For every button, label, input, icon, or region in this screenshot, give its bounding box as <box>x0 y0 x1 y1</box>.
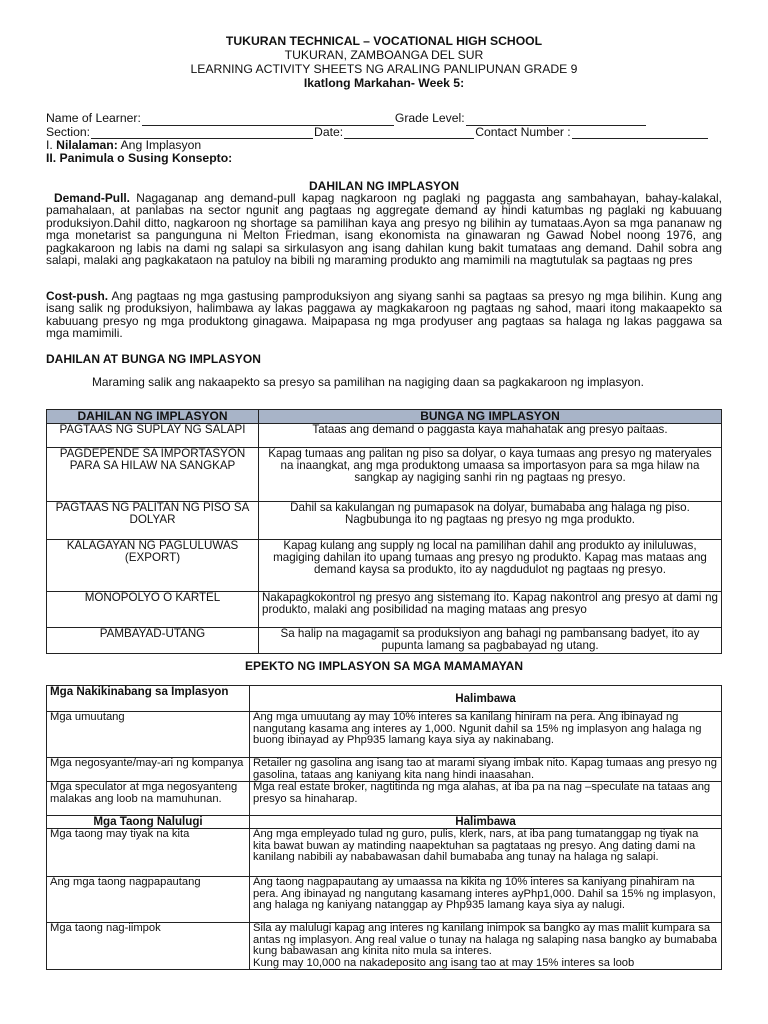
effect-cell: Dahil sa kakulangan ng pumapasok na dolyar, bumababa ang halaga ng piso. Nagbubunga ito ng pagtaas ng presyo ng mga produkto. <box>259 502 722 540</box>
cause-cell: PAGTAAS NG SUPLAY NG SALAPI <box>47 424 259 448</box>
example-text-continued: Kung may 10,000 na nakadeposito ang isang tao at may 15% interes sa loob <box>253 956 635 969</box>
effect-cell: Tataas ang demand o paggasta kaya mahahatak ang presyo paitaas. <box>259 424 722 448</box>
table1-header-cause: DAHILAN NG IMPLASYON <box>47 410 259 424</box>
table-row <box>47 540 722 592</box>
school-location: TUKURAN, ZAMBOANGA DEL SUR <box>284 48 484 62</box>
cause-cell: MONOPOLYO O KARTEL <box>47 592 259 628</box>
example-cell <box>250 923 722 970</box>
cost-push-text: Ang pagtaas ng mga gastusing pamproduksiyon ang siyang sanhi sa pagtaas sa presyo ng mga bilihin. Kung ang isang salik ng produksiyon, halimbawa ay lakas paggawa ay magkakaroon ng pagtaas ng sahod, maari itong makaapekto sa kabuuang presyo ng mga produktong ginagawa. Maipapasa ng mga prodyuser ang pagtaas sa halaga ng lakas paggawa sa mga mamimili. <box>46 289 722 341</box>
example-cell: Retailer ng gasolina ang isang tao at marami siyang imbak nito. Kapag tumaas ang presyo ng gasolina, tataas ang kaniyang kita nang hindi inaasahan. <box>250 758 722 782</box>
cause-cell: PAGTAAS NG PALITAN NG PISO SA DOLYAR <box>47 502 259 540</box>
learner-info <box>46 112 736 165</box>
grade-label: Grade Level: <box>394 111 465 125</box>
date-field[interactable] <box>344 127 474 139</box>
example-header-b: Halimbawa <box>250 816 722 829</box>
effect-cell: Kapag kulang ang supply ng local na pamilihan dahil ang produkto ay iniluluwas, magiging dahilan ito upang tumaas ang presyo ng produkto. Kapag mas mataas ang demand kaysa sa produkto, ito ay nagdudulot ng pagtaas ng presyo. <box>259 540 722 592</box>
example-text: Sila ay malulugi kapag ang interes ng kanilang inimpok sa bangko ay mas maliit kumpara sa antas ng implasyon. Ang real value o tunay na halaga ng salaping nasa bangko ay bumababa kung babawasan ang kinita nito mula sa interes. <box>253 922 717 957</box>
losers-header: Mga Taong Nalulugi <box>47 816 250 829</box>
group-cell: Mga speculator at mga negosyanteng malakas ang loob na mamuhunan. <box>47 782 250 816</box>
effect-cell: Sa halip na magagamit sa produksiyon ang bahagi ng pambansang badyet, ito ay pupunta lamang sa pagbabayad ng utang. <box>259 628 722 654</box>
group-cell: Mga umuutang <box>47 712 250 758</box>
section2-heading: II. Panimula o Susing Konsepto: <box>46 151 233 165</box>
group-cell: Mga negosyante/may-ari ng kompanya <box>47 758 250 782</box>
demand-pull-term: Demand-Pull. <box>54 191 130 205</box>
table-row <box>47 923 722 970</box>
quarter-week: Ikatlong Markahan- Week 5: <box>303 76 465 90</box>
dahilan-title: DAHILAN NG IMPLASYON <box>309 179 459 193</box>
group-cell: Mga taong may tiyak na kita <box>47 829 250 877</box>
effect-cell: Kapag tumaas ang palitan ng piso sa dolyar, o kaya tumaas ang presyo ng materyales na inaangkat, ang mga produktong umaasa sa importasyon para sa mga hilaw na sangkap ay nagiging sanhi rin ng pagtaas ng presyo. <box>259 448 722 502</box>
table-row <box>47 502 722 540</box>
learner-row-1 <box>46 112 736 126</box>
demand-pull-text: Nagaganap ang demand-pull kapag nagkaroon ng paglaki ng paggasta ang sambahayan, bahay-kalakal, pamahalaan, at panlabas na sector ngunit ang pagtaas ng aggregate demand ay hindi katumbas ng paglaki ng kabuuang produksiyon.Dahil ditto, nagkaroon ng shortage sa pamilihan kaya ang presyo ng bilihin ay tumataas.Ayon sa mga pananaw ng mga monetarist sa pangunguna ni Melton Friedman, isang ekonomista na ginawaran ng Gawad Nobel noong 1976, ang pagkakaroon ng labis na dami ng salapi sa sirkulasyon ang isang dahilan kung bakit tumataas ang demand. Dahil sobra ang salapi, malaki ang pagkakataon na patuloy na bibili ng maraming produkto ang mamimili na magtutulak sa pagtaas ng pres <box>46 191 722 268</box>
example-header-a: Halimbawa <box>250 686 722 712</box>
table2-header-b <box>47 816 722 829</box>
table1-header-row <box>47 410 722 424</box>
cause-cell: PAGDEPENDE SA IMPORTASYON PARA SA HILAW NA SANGKAP <box>47 448 259 502</box>
example-cell: Mga real estate broker, nagtitinda ng mga alahas, at iba pa na nag –speculate na tataas ang presyo sa hinaharap. <box>250 782 722 816</box>
date-label: Date: <box>314 124 344 139</box>
section-label: Section: <box>46 124 91 139</box>
panimula-line <box>46 152 736 165</box>
contact-field[interactable] <box>572 127 708 139</box>
epekto-title: EPEKTO NG IMPLASYON SA MGA MAMAMAYAN <box>244 659 524 673</box>
bunga-intro: Maraming salik ang nakaapekto sa presyo sa pamilihan na nagiging daan sa pagkakaroon ng implasyon. <box>92 375 644 389</box>
table-row <box>47 448 722 502</box>
effects-on-citizens-table <box>46 685 722 970</box>
group-cell: Mga taong nag-iimpok <box>47 923 250 970</box>
group-cell: Ang mga taong nagpapautang <box>47 877 250 923</box>
table2-header-a <box>47 686 722 712</box>
section1-value: Ang Implasyon <box>120 138 202 152</box>
example-cell: Ang mga empleyado tulad ng guro, pulis, klerk, nars, at iba pang tumatanggap ng tiyak na kita bawat buwan ay matinding naapektuhan sa pagtataas ng presyo. Ang dating dami na kanilang nabibili ay nababawasan dahil bumababa ang tunay na halaga ng salapi. <box>250 829 722 877</box>
school-name: TUKURAN TECHNICAL – VOCATIONAL HIGH SCHOOL <box>225 34 543 48</box>
contact-label: Contact Number : <box>475 124 571 139</box>
table-row <box>47 592 722 628</box>
cause-cell: PAMBAYAD-UTANG <box>47 628 259 654</box>
section1-number: I. <box>46 138 53 152</box>
table-row <box>47 877 722 923</box>
cost-push-paragraph <box>46 290 722 340</box>
table-row <box>47 758 722 782</box>
cost-push-term: Cost-push. <box>46 289 109 303</box>
name-label: Name of Learner: <box>46 111 141 125</box>
causes-effects-table <box>46 409 722 654</box>
document-header <box>0 34 768 90</box>
example-cell: Ang mga umuutang ay may 10% interes sa kanilang hiniram na pera. Ang ibinayad ng nangutang kasama ang interes ay 1,000. Ngunit dahil sa 15% ng implasyon ang halaga ng buong ibinayad ay Php935 lamang kaya siya ay nakinabang. <box>250 712 722 758</box>
table-row <box>47 782 722 816</box>
sheet-subject: LEARNING ACTIVITY SHEETS NG ARALING PANLIPUNAN GRADE 9 <box>190 62 578 76</box>
learner-row-2 <box>46 126 736 140</box>
table-row <box>47 712 722 758</box>
grade-field[interactable] <box>466 114 646 126</box>
table1-header-effect: BUNGA NG IMPLASYON <box>259 410 722 424</box>
effect-cell: Nakapagkokontrol ng presyo ang sistemang ito. Kapag nakontrol ang presyo at dami ng produkto, malaki ang posibilidad na maging mataas ang presyo <box>259 592 722 628</box>
section1-label: Nilalaman: <box>56 138 118 152</box>
table-row <box>47 829 722 877</box>
demand-pull-paragraph <box>46 192 722 266</box>
bunga-title: DAHILAN AT BUNGA NG IMPLASYON <box>46 352 261 366</box>
beneficiaries-header: Mga Nakikinabang sa Implasyon <box>47 686 250 712</box>
table-row <box>47 628 722 654</box>
cause-cell: KALAGAYAN NG PAGLULUWAS (EXPORT) <box>47 540 259 592</box>
name-field[interactable] <box>142 114 394 126</box>
example-cell: Ang taong nagpapautang ay umaassa na kikita ng 10% interes sa kaniyang pinahiram na pera. Ang ibinayad ng nangutang kasamang interes ayPhp1,000. Dahil sa 15% ng implasyon, ang halaga ng kaniyang natanggap ay Php935 lamang kaya siya ay nalugi. <box>250 877 722 923</box>
table-row <box>47 424 722 448</box>
